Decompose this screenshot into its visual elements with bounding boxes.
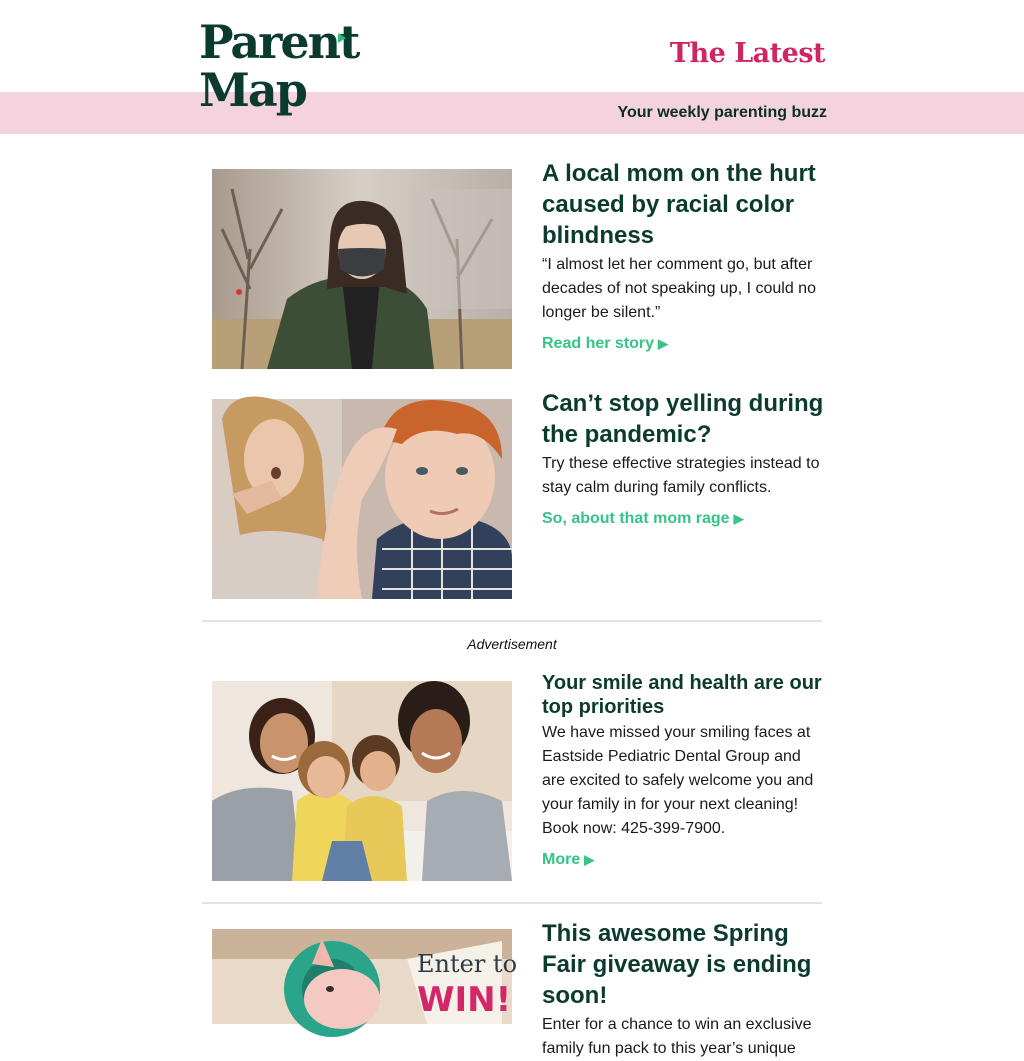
giveaway-image[interactable] xyxy=(212,929,518,1024)
article-summary: “I almost let her comment go, but after decades of not speaking up, I could no longer be silent.” xyxy=(542,256,816,321)
giveaway-body: Enter for a chance to win an exclusive family fun pack to this year’s unique xyxy=(542,1016,812,1057)
article-image-frustrated-boy[interactable] xyxy=(212,399,512,599)
cta-label: So, about that mom rage xyxy=(542,510,730,527)
newsletter-title: The Latest xyxy=(669,38,825,69)
giveaway-image-text-enter: Enter to xyxy=(417,950,518,978)
article-summary: Try these effective strategies instead to stay calm during family conflicts. xyxy=(542,455,820,496)
article-text xyxy=(542,390,824,528)
ad-text xyxy=(542,672,824,869)
article-title[interactable]: A local mom on the hurt caused by racial color blindness xyxy=(542,160,816,249)
logo-line-map: Map xyxy=(199,63,306,117)
more-link[interactable] xyxy=(542,851,594,869)
giveaway-title[interactable]: This awesome Spring Fair giveaway is ending soon! xyxy=(542,920,812,1009)
tagline: Your weekly parenting buzz xyxy=(617,104,827,121)
ad-title[interactable]: Your smile and health are our top priorities xyxy=(542,672,822,718)
section-divider xyxy=(202,902,822,904)
read-her-story-link[interactable] xyxy=(542,335,668,353)
play-arrow-icon: ▶ xyxy=(733,511,744,526)
advertisement-label: Advertisement xyxy=(467,636,557,652)
mom-rage-link[interactable] xyxy=(542,510,744,528)
logo-line-parent: Parent xyxy=(199,15,359,69)
play-arrow-icon: ▶ xyxy=(584,852,595,867)
dental-advertisement xyxy=(212,672,824,881)
article-text xyxy=(542,160,824,353)
cta-label: Read her story xyxy=(542,335,655,352)
article-racial-color-blindness xyxy=(212,160,824,369)
article-title[interactable]: Can’t stop yelling during the pandemic? xyxy=(542,390,824,448)
article-image-masked-woman[interactable] xyxy=(212,169,512,369)
giveaway-text xyxy=(542,920,824,1061)
logo-play-icon xyxy=(338,33,346,43)
giveaway-article xyxy=(212,920,824,1057)
section-divider xyxy=(202,620,822,622)
parentmap-logo[interactable] xyxy=(199,15,359,122)
ad-body: We have missed your smiling faces at Eastside Pediatric Dental Group and are excited to safely welcome you and your family in for your next cleaning! Book now: 425-399-7900. xyxy=(542,724,814,837)
ad-image-smiling-family[interactable] xyxy=(212,681,512,881)
giveaway-image-text-win: WIN! xyxy=(417,980,512,1020)
cta-label: More xyxy=(542,851,581,868)
tagline-bar xyxy=(0,92,1024,134)
play-arrow-icon: ▶ xyxy=(658,336,669,351)
article-stop-yelling xyxy=(212,390,824,599)
